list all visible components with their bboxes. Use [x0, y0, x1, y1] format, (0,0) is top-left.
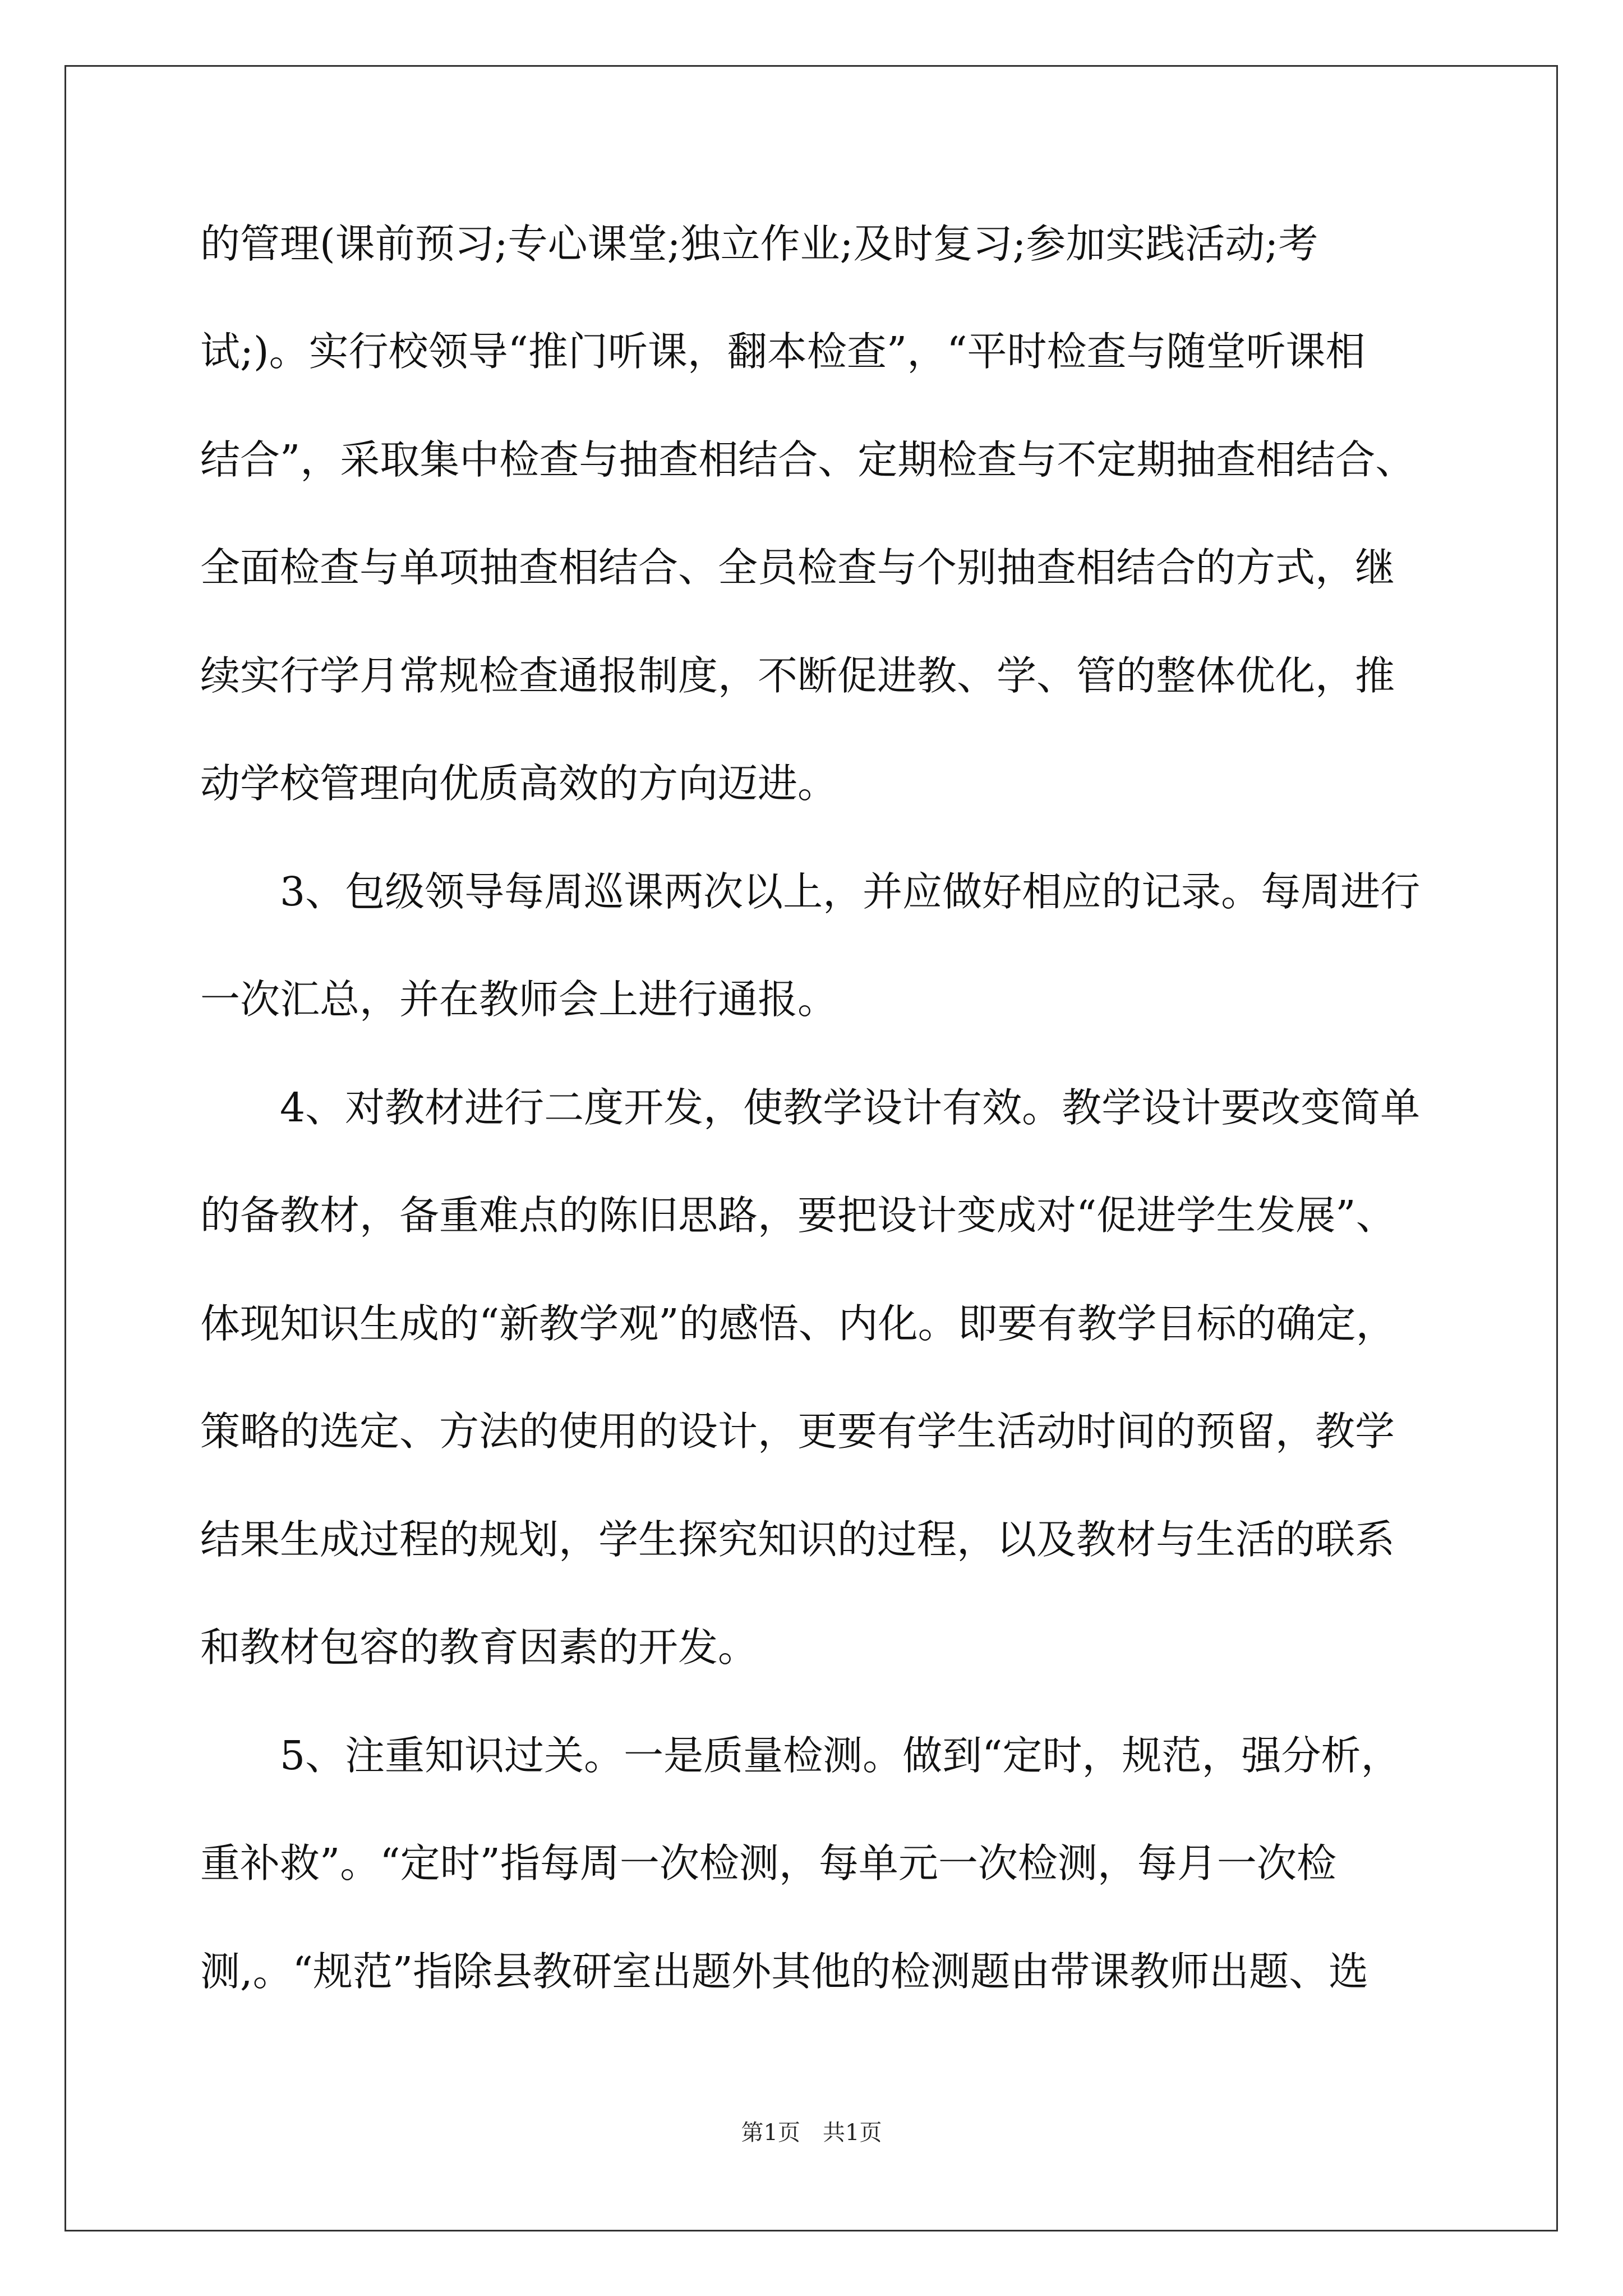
text-line: 3、包级领导每周巡课两次以上，并应做好相应的记录。每周进行 [200, 868, 1421, 915]
text-line: 续实行学月常规检查通报制度，不断促进教、学、管的整体优化，推 [200, 652, 1395, 699]
text-line: 4、对教材进行二度开发，使教学设计有效。教学设计要改变简单 [200, 1084, 1421, 1131]
text-line: 体现知识生成的“新教学观”的感悟、内化。即要有教学目标的确定， [200, 1300, 1396, 1347]
text-line: 和教材包容的教育因素的开发。 [200, 1624, 758, 1671]
text-line: 全面检查与单项抽查相结合、全员检查与个别抽查相结合的方式，继 [200, 544, 1395, 591]
text-line: 结果生成过程的规划，学生探究知识的过程，以及教材与生活的联系 [200, 1516, 1395, 1563]
text-line: 重补救”。“定时”指每周一次检测，每单元一次检测，每月一次检 [200, 1840, 1336, 1887]
text-line: 一次汇总，并在教师会上进行通报。 [200, 976, 838, 1023]
text-line: 试;)。实行校领导“推门听课，翻本检查”，“平时检查与随堂听课相 [200, 328, 1366, 375]
page-border [64, 65, 1558, 2231]
text-line: 的备教材，备重难点的陈旧思路，要把设计变成对“促进学生发展”、 [200, 1192, 1396, 1239]
text-line: 结合”，采取集中检查与抽查相结合、定期检查与不定期抽查相结合、 [200, 436, 1415, 483]
text-line: 5、注重知识过关。一是质量检测。做到“定时，规范，强分析， [200, 1732, 1401, 1779]
text-line: 动学校管理向优质高效的方向迈进。 [200, 760, 838, 807]
text-line: 测,。“规范”指除县教研室出题外其他的检测题由带课教师出题、选 [200, 1948, 1369, 1995]
text-line: 策略的选定、方法的使用的设计，更要有学生活动时间的预留，教学 [200, 1408, 1395, 1455]
page-number-footer: 第1页 共1页 [741, 2120, 882, 2146]
text-line: 的管理(课前预习;专心课堂;独立作业;及时复习;参加实践活动;考 [200, 220, 1318, 267]
